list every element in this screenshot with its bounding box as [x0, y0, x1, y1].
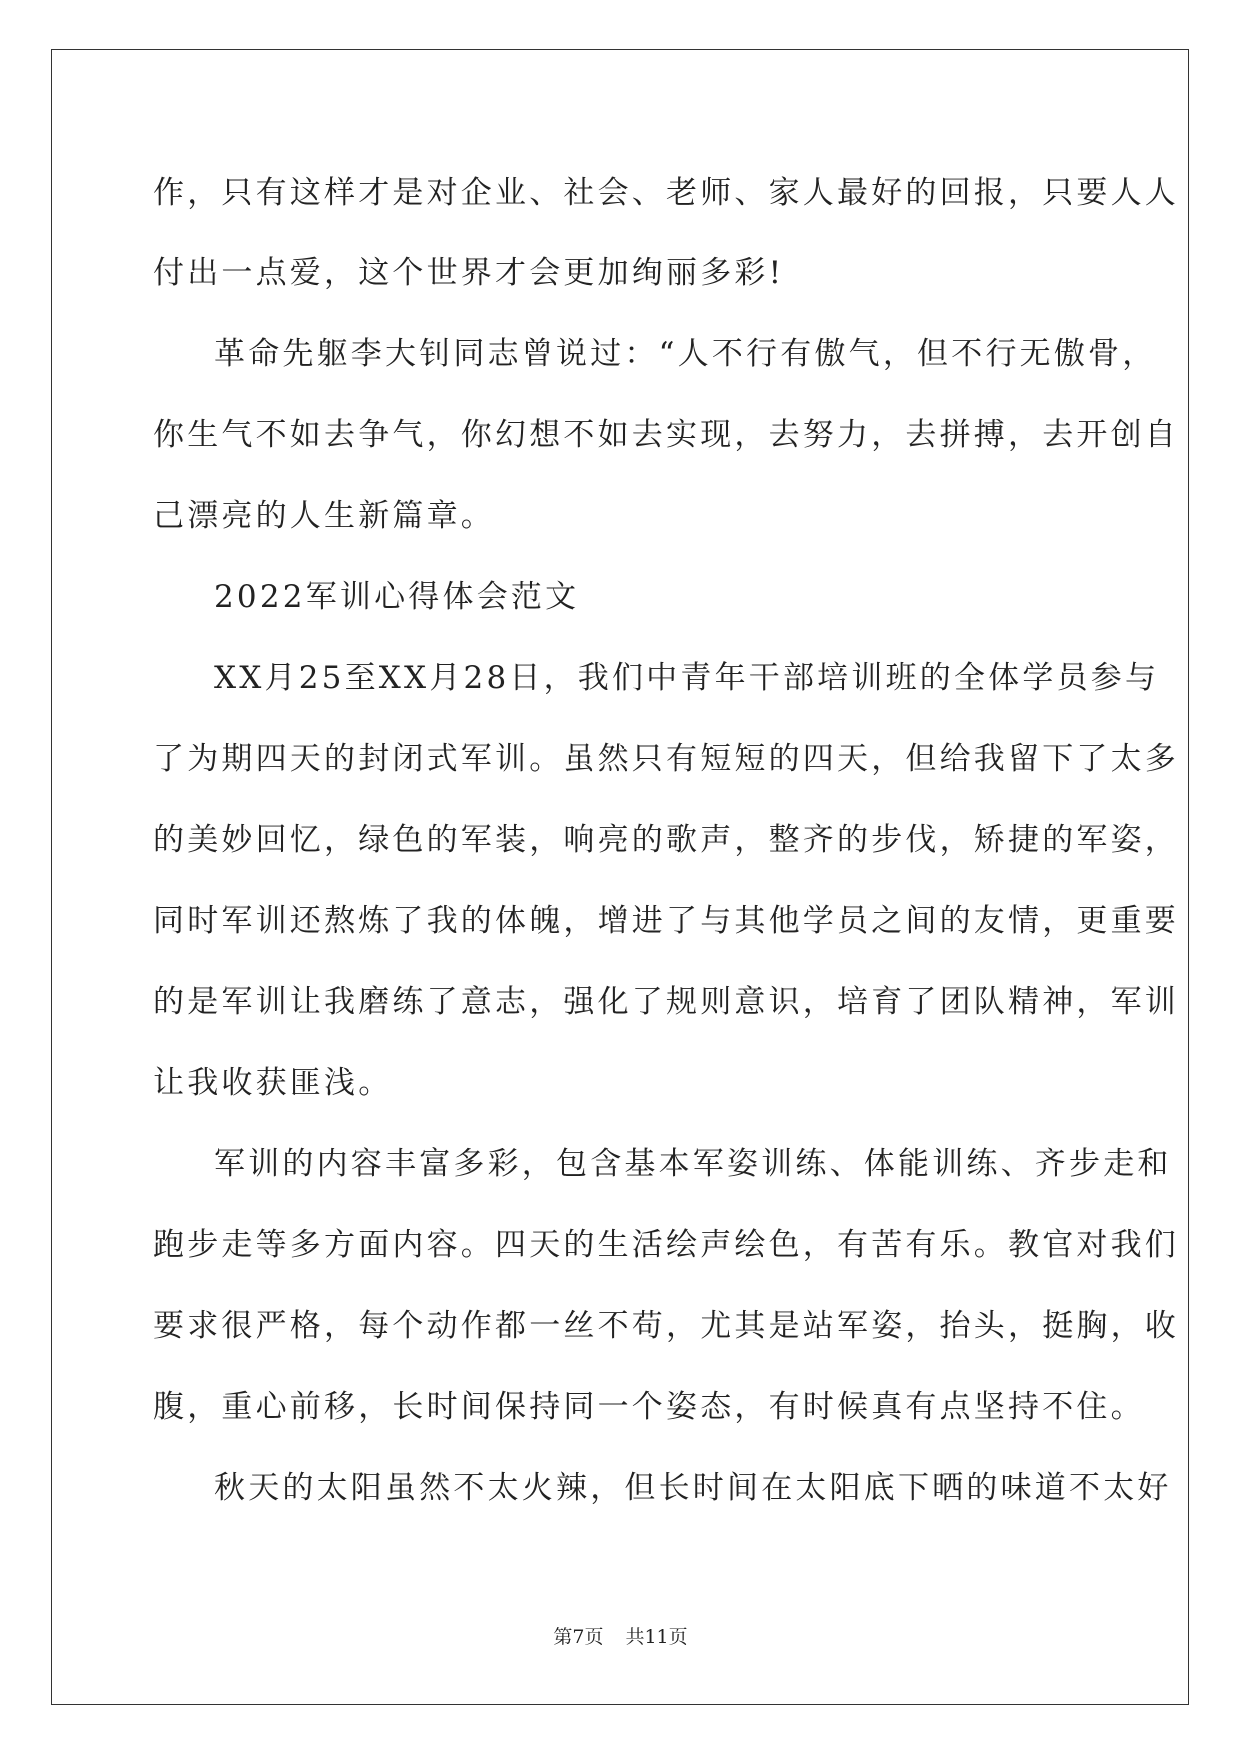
text-line: 革命先躯李大钊同志曾说过：“人不行有傲气，但不行无傲骨，	[214, 336, 1157, 372]
text-line: 腹，重心前移，长时间保持同一个姿态，有时候真有点坚持不住。	[153, 1389, 1145, 1425]
text-line: 秋天的太阳虽然不太火辣，但长时间在太阳底下晒的味道不太好	[214, 1470, 1172, 1506]
text-line: 跑步走等多方面内容。四天的生活绘声绘色，有苦有乐。教官对我们	[153, 1227, 1179, 1263]
text-line: 付出一点爱，这个世界才会更加绚丽多彩!	[153, 255, 785, 291]
page-footer	[0, 1625, 1241, 1649]
text-line: 你生气不如去争气，你幻想不如去实现，去努力，去拼搏，去开创自	[153, 417, 1179, 453]
text-line: 的是军训让我磨练了意志，强化了规则意识，培育了团队精神，军训	[153, 984, 1179, 1020]
text-line: 己漂亮的人生新篇章。	[153, 498, 495, 534]
page-number: 第7页	[553, 1626, 604, 1648]
text-line: 作，只有这样才是对企业、社会、老师、家人最好的回报，只要人人	[153, 175, 1179, 211]
text-line: 同时军训还熬炼了我的体魄，增进了与其他学员之间的友情，更重要	[153, 903, 1179, 939]
page-total: 共11页	[625, 1626, 688, 1648]
text-line: 要求很严格，每个动作都一丝不苟，尤其是站军姿，抬头，挺胸，收	[153, 1308, 1179, 1344]
text-line: 军训的内容丰富多彩，包含基本军姿训练、体能训练、齐步走和	[214, 1146, 1172, 1182]
text-line: 了为期四天的封闭式军训。虽然只有短短的四天，但给我留下了太多	[153, 741, 1179, 777]
page-border	[51, 49, 1189, 1705]
text-line: 让我收获匪浅。	[153, 1065, 393, 1101]
text-line: XX月25至XX月28日，我们中青年干部培训班的全体学员参与	[214, 660, 1160, 696]
text-line: 的美妙回忆，绿色的军装，响亮的歌声，整齐的步伐，矫捷的军姿，	[153, 822, 1179, 858]
section-heading: 2022军训心得体会范文	[214, 579, 580, 615]
